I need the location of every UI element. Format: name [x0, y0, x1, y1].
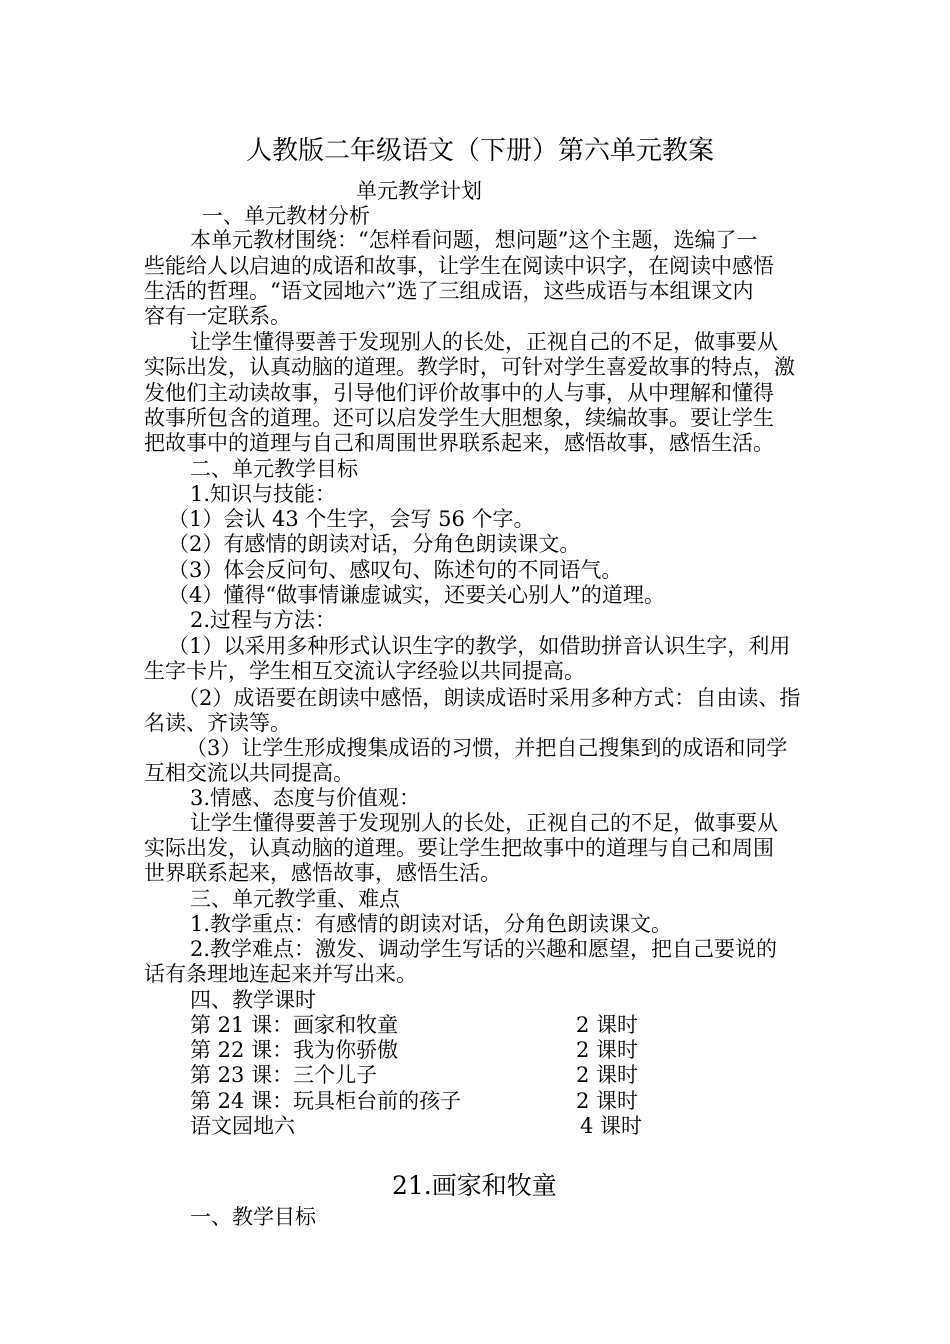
list-item: （1）会认 43 个生字，会写 56 个字。: [168, 507, 535, 531]
schedule-hours: 2 课时: [576, 1089, 639, 1113]
subheading-emotion: 3.情感、态度与价值观：: [190, 786, 421, 810]
list-item: 话有条理地连起来并写出来。: [144, 962, 417, 986]
paragraph-line: 实际出发，认真动脑的道理。要让学生把故事中的道理与自己和周围: [144, 836, 774, 860]
paragraph-line: 把故事中的道理与自己和周围世界联系起来，感悟故事，感悟生活。: [144, 431, 774, 455]
paragraph-line: 些能给人以启迪的成语和故事，让学生在阅读中识字，在阅读中感悟: [144, 254, 774, 278]
schedule-lesson: 第 21 课：画家和牧童: [190, 1013, 399, 1037]
schedule-lesson: 第 23 课：三个儿子: [190, 1063, 378, 1087]
subheading-process: 2.过程与方法：: [190, 608, 337, 632]
schedule-lesson: 语文园地六: [190, 1114, 295, 1138]
list-item: 名读、齐读等。: [144, 711, 291, 735]
schedule-hours: 4 课时: [580, 1114, 643, 1138]
list-item: （3）体会反问句、感叹句、陈述句的不同语气。: [168, 558, 623, 582]
section-heading-1: 一、单元教材分析: [202, 204, 370, 228]
paragraph-line: 本单元教材围绕：“怎样看问题，想问题”这个主题，选编了一: [190, 228, 758, 252]
schedule-hours: 2 课时: [576, 1038, 639, 1062]
paragraph-line: 容有一定联系。: [144, 304, 291, 328]
list-item: 互相交流以共同提高。: [144, 761, 354, 785]
list-item: 1.教学重点：有感情的朗读对话，分角色朗读课文。: [190, 912, 673, 936]
paragraph-line: 生活的哲理。“语文园地六”选了三组成语，这些成语与本组课文内: [144, 279, 754, 303]
schedule-hours: 2 课时: [576, 1013, 639, 1037]
subheading-knowledge: 1.知识与技能：: [190, 482, 337, 506]
section-heading-4: 四、教学课时: [190, 988, 316, 1012]
document-subtitle: 单元教学计划: [356, 179, 482, 203]
section-heading-3: 三、单元教学重、难点: [190, 887, 400, 911]
list-item: （1）以采用多种形式认识生字的教学，如借助拼音认识生字，利用: [168, 634, 791, 658]
list-item: （2）成语要在朗读中感悟，朗读成语时采用多种方式：自由读、指: [178, 686, 801, 710]
schedule-lesson: 第 24 课：玩具柜台前的孩子: [190, 1089, 462, 1113]
list-item: （3）让学生形成搜集成语的习惯，并把自己搜集到的成语和同学: [186, 736, 788, 760]
paragraph-line: 让学生懂得要善于发现别人的长处，正视自己的不足，做事要从: [190, 811, 778, 835]
schedule-hours: 2 课时: [576, 1063, 639, 1087]
paragraph-line: 实际出发，认真动脑的道理。教学时，可针对学生喜爱故事的特点，激: [144, 355, 795, 379]
document-title: 人教版二年级语文（下册）第六单元教案: [246, 136, 715, 166]
lesson-title: 21.画家和牧童: [392, 1171, 557, 1200]
section-heading-2: 二、单元教学目标: [190, 457, 358, 481]
list-item: （2）有感情的朗读对话，分角色朗读课文。: [168, 532, 581, 556]
paragraph-line: 世界联系起来，感悟故事，感悟生活。: [144, 861, 501, 885]
list-item: （4）懂得“做事情谦虚诚实，还要关心别人”的道理。: [168, 583, 665, 607]
schedule-lesson: 第 22 课：我为你骄傲: [190, 1038, 399, 1062]
paragraph-line: 发他们主动读故事，引导他们评价故事中的人与事，从中理解和懂得: [144, 381, 774, 405]
paragraph-line: 让学生懂得要善于发现别人的长处，正视自己的不足，做事要从: [190, 330, 778, 354]
list-item: 2.教学难点：激发、调动学生写话的兴趣和愿望，把自己要说的: [190, 937, 778, 961]
lesson-section-heading: 一、教学目标: [190, 1205, 316, 1229]
paragraph-line: 故事所包含的道理。还可以启发学生大胆想象，续编故事。要让学生: [144, 406, 774, 430]
list-item: 生字卡片，学生相互交流认字经验以共同提高。: [144, 659, 585, 683]
